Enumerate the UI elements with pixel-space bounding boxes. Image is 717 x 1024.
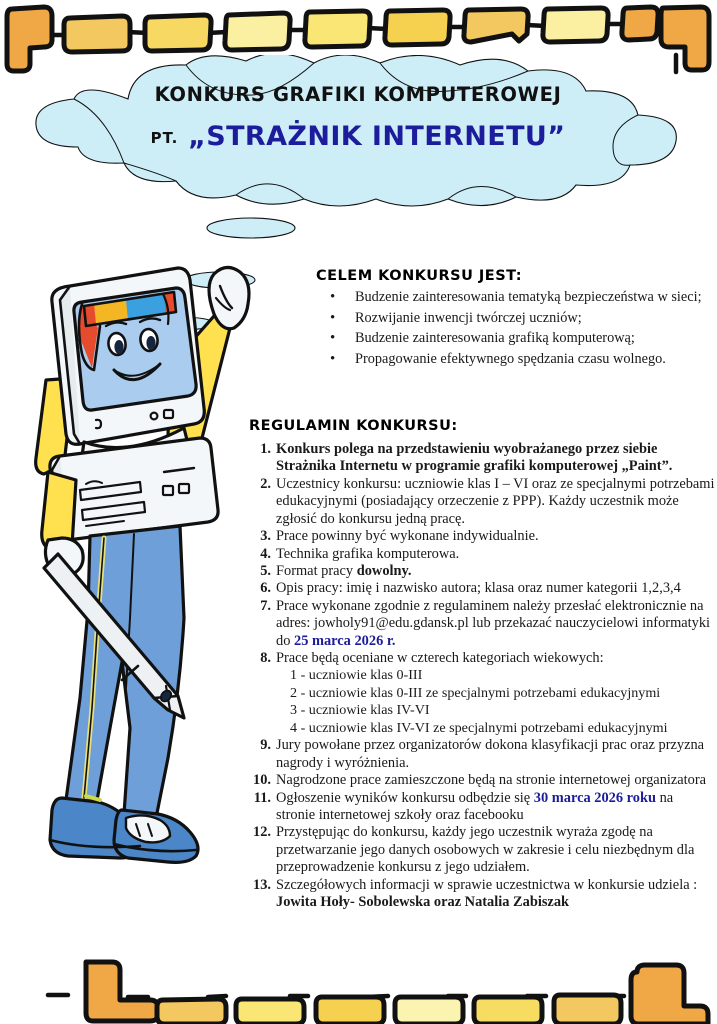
- rule-number: 11.: [253, 789, 271, 806]
- bullet-icon: •: [330, 309, 336, 326]
- rule-item-6: [249, 580, 715, 597]
- rule-text: Nagrodzone prace zamieszczone będą na stronie internetowej organizatora: [276, 772, 707, 789]
- goal-item: [316, 350, 714, 370]
- age-category-item: 3 - uczniowie klas IV-VI: [290, 702, 430, 719]
- bullet-icon: •: [330, 289, 336, 305]
- rule-text: Konkurs polega na przedstawieniu wyobrażanego przez siebie Strażnika Internetu w programie grafiki komputerowej „Paint”.: [276, 441, 673, 475]
- rule-item-12: [249, 824, 715, 876]
- rule-item-7: [249, 598, 715, 650]
- rule-item-2: [249, 476, 715, 528]
- rule-text: [276, 598, 710, 649]
- goals-list: [316, 288, 714, 369]
- poster-title-main: „STRAŻNIK INTERNETU”: [188, 121, 566, 152]
- goals-section: [316, 268, 714, 370]
- rule-text: Jury powołane przez organizatorów dokona klasyfikacji prac oraz przyzna nagrody i wyróżnienia.: [276, 737, 705, 771]
- poster-title-line2: [8, 121, 708, 152]
- rule-text-plain: Prace wykonane zgodnie z regulaminem należy przesłać elektronicznie na adres: jowholy91@edu.gdansk.pl lub przekazać nauczycielowi informatyki do: [276, 597, 711, 649]
- rule-text: Przystępując do konkursu, każdy jego uczestnik wyraża zgodę na przetwarzanie jego danych osobowych w zakresie i celu niezbędnym dla przeprowadzenie konkursu z jego udziałem.: [276, 824, 695, 876]
- age-category-item: 2 - uczniowie klas 0-III ze specjalnymi potrzebami edukacyjnymi: [290, 684, 661, 701]
- title-cloud: [8, 55, 708, 210]
- rule-text-plain: Format pracy: [276, 562, 357, 579]
- rule-item-11: [249, 790, 715, 825]
- goal-item: [316, 288, 714, 308]
- goal-item: [316, 309, 714, 329]
- rule-item-5: [249, 563, 715, 580]
- thought-bubble-large: [205, 215, 297, 241]
- rule-item-10: [249, 772, 715, 789]
- submission-deadline: 25 marca 2026 r.: [294, 632, 396, 649]
- rule-text: [276, 790, 673, 823]
- organizers-names: Jowita Hoły- Sobolewska oraz Natalia Zabiszak: [276, 894, 570, 911]
- rule-item-9: [249, 737, 715, 772]
- rule-item-13: [249, 877, 715, 912]
- rules-list: [249, 441, 715, 912]
- rule-text: [276, 563, 412, 579]
- rule-number: 6.: [260, 580, 271, 597]
- goals-heading: CELEM KONKURSU JEST:: [316, 268, 523, 284]
- rule-number: 2.: [260, 475, 271, 492]
- age-category-item: 4 - uczniowie klas IV-VI ze specjalnymi potrzebami edukacyjnymi: [290, 719, 668, 736]
- rule-number: 8.: [260, 650, 271, 667]
- rule-item-4: [249, 546, 715, 563]
- rule-text: [276, 877, 697, 910]
- rule-text-plain-tail: na stronie internetowej szkoły oraz facebooku: [276, 789, 674, 824]
- rule-item-3: [249, 528, 715, 545]
- rule-number: 1.: [260, 441, 271, 457]
- rule-number: 13.: [253, 876, 271, 893]
- rule-text-plain: Szczegółowych informacji w sprawie uczestnictwa w konkursie udziela :: [276, 876, 698, 893]
- goal-item-text: Budzenie zainteresowania tematyką bezpieczeństwa w sieci;: [355, 289, 702, 305]
- rule-item-8: [249, 650, 715, 737]
- rule-text: Uczestnicy konkursu: uczniowie klas I – VI oraz ze specjalnymi potrzebami edukacyjnymi (posiadający orzeczenie z PPP). Każdy uczestnik może zgłosić do konkursu jedną pracę.: [276, 475, 715, 527]
- rule-text: Prace powinny być wykonane indywidualnie.: [276, 528, 539, 545]
- goal-item-text: Propagowanie efektywnego spędzania czasu wolnego.: [355, 350, 666, 367]
- rule-text: Technika grafika komputerowa.: [276, 545, 460, 562]
- goal-item: [316, 329, 714, 349]
- rules-section: [249, 418, 715, 912]
- rule-text: Opis pracy: imię i nazwisko autora; klasa oraz numer kategorii 1,2,3,4: [276, 580, 681, 597]
- goal-item-text: Rozwijanie inwencji twórczej uczniów;: [355, 309, 582, 326]
- rule-number: 10.: [253, 772, 271, 789]
- bullet-icon: •: [330, 350, 336, 367]
- rule-number: 5.: [260, 562, 271, 579]
- rule-number: 12.: [253, 824, 271, 841]
- computer-mascot-illustration: [18, 258, 268, 878]
- poster-title-line1: KONKURS GRAFIKI KOMPUTEROWEJ: [154, 83, 562, 106]
- rule-number: 3.: [260, 528, 271, 545]
- poster-title-prefix: PT.: [150, 129, 179, 147]
- rule-number: 4.: [260, 545, 271, 562]
- goal-item-text: Budzenie zainteresowania grafiką komputerową;: [355, 330, 635, 347]
- age-category-item: 1 - uczniowie klas 0-III: [290, 667, 423, 684]
- bullet-icon: •: [330, 330, 336, 347]
- rule-item-1: [249, 441, 715, 476]
- rule-number: 9.: [260, 737, 271, 754]
- age-categories-list: [276, 667, 715, 737]
- rule-number: 7.: [260, 597, 271, 614]
- rule-text-plain: Ogłoszenie wyników konkursu odbędzie się: [276, 789, 534, 806]
- rule-text: Prace będą oceniane w czterech kategoriach wiekowych:: [276, 650, 604, 667]
- rules-heading: REGULAMIN KONKURSU:: [249, 418, 458, 434]
- rule-text-emphasis: dowolny.: [356, 562, 412, 579]
- results-date: 30 marca 2026 roku: [533, 789, 656, 806]
